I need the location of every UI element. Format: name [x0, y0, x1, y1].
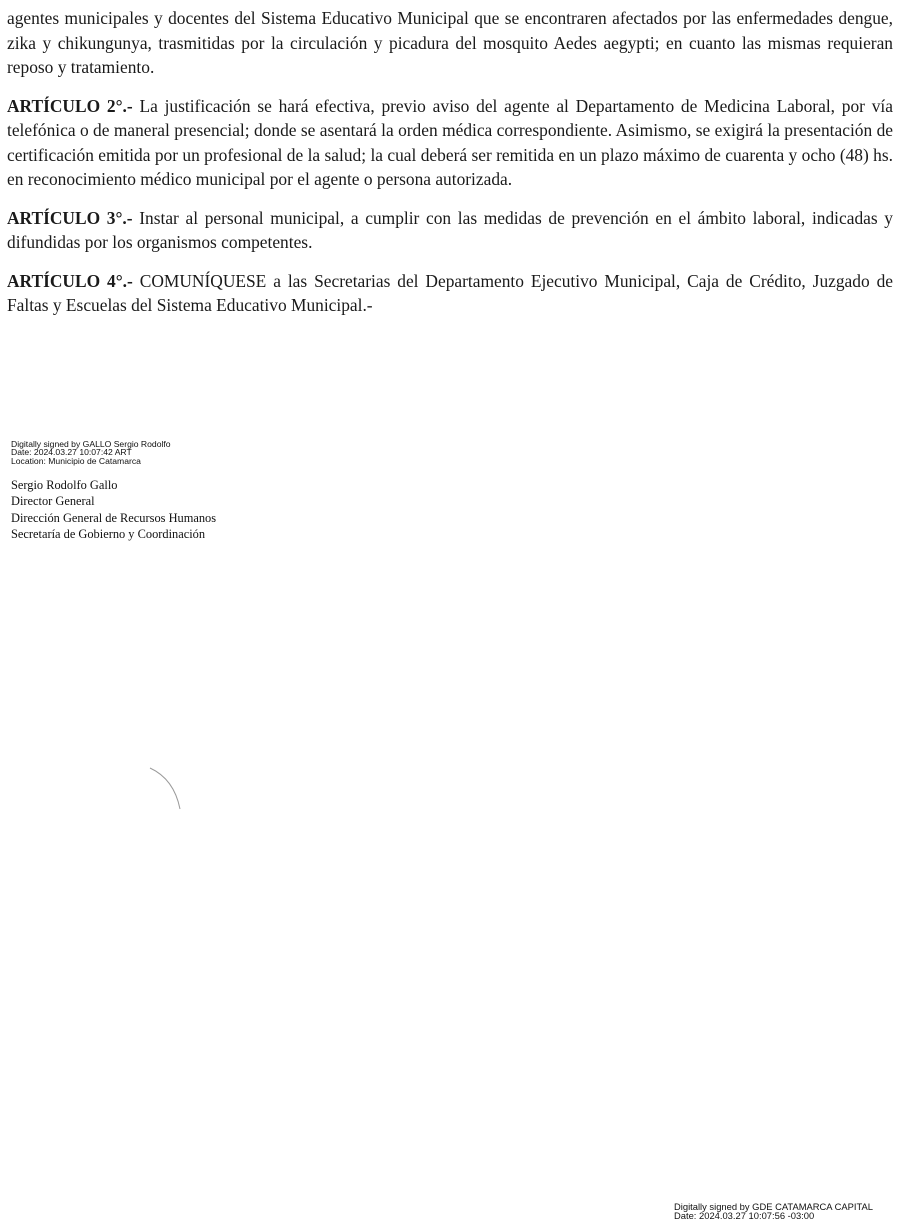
article-3-label: ARTÍCULO 3°.-: [7, 207, 133, 228]
paragraph-continuation: [7, 6, 893, 80]
article-3-text: Instar al personal municipal, a cumplir con las medidas de prevención en el ámbito laboral, indicadas y difundidas por los organismos competentes.: [7, 207, 893, 252]
footer-digital-signature-stamp: [674, 1203, 873, 1221]
signer-secretariat: Secretaría de Gobierno y Coordinación: [11, 526, 206, 541]
signature-stamp-location: Location: Municipio de Catamarca: [11, 455, 141, 466]
signature-stamp-date: Date: 2024.03.27 10:07:42 ART: [11, 447, 132, 458]
paragraph-text: agentes municipales y docentes del Sistema Educativo Municipal que se encontraren afectados por las enfermedades dengue, zika y chikungunya, trasmitidas por la circulación y picadura del mosquito Aedes aegypti; en cuanto las mismas requieran reposo y tratamiento.: [7, 8, 893, 77]
article-2-text: La justificación se hará efectiva, previo aviso del agente al Departamento de Medicina Laboral, por vía telefónica o de maneral presencial; donde se asentará la orden médica correspondiente. Asimismo, se exigirá la presentación de certificación emitida por un profesional de la salud; la cual deberá ser remitida en un plazo máximo de cuarenta y ocho (48) hs. en reconocimiento médico municipal por el agente o persona autorizada.: [7, 95, 893, 189]
article-3: [7, 206, 893, 255]
signer-name: Sergio Rodolfo Gallo: [11, 478, 118, 492]
signature-block: [11, 477, 216, 542]
signer-department: Dirección General de Recursos Humanos: [11, 510, 217, 525]
signature-stamp-signer: Digitally signed by GALLO Sergio Rodolfo: [11, 439, 171, 449]
footer-stamp-signer: Digitally signed by GDE CATAMARCA CAPITAL: [674, 1201, 874, 1212]
footer-stamp-date: Date: 2024.03.27 10:07:56 -03:00: [674, 1209, 815, 1221]
document-body: [7, 6, 893, 332]
article-2-label: ARTÍCULO 2°.-: [7, 95, 133, 116]
article-4-text: COMUNÍQUESE a las Secretarias del Departamento Ejecutivo Municipal, Caja de Crédito, Juzgado de Faltas y Escuelas del Sistema Educativo Municipal.-: [7, 270, 893, 315]
article-2: [7, 94, 893, 192]
signer-position: Director General: [11, 494, 95, 509]
article-4: [7, 269, 893, 318]
scan-artifact-mark: [148, 765, 188, 813]
digital-signature-stamp: [11, 440, 171, 465]
article-4-label: ARTÍCULO 4°.-: [7, 270, 133, 291]
